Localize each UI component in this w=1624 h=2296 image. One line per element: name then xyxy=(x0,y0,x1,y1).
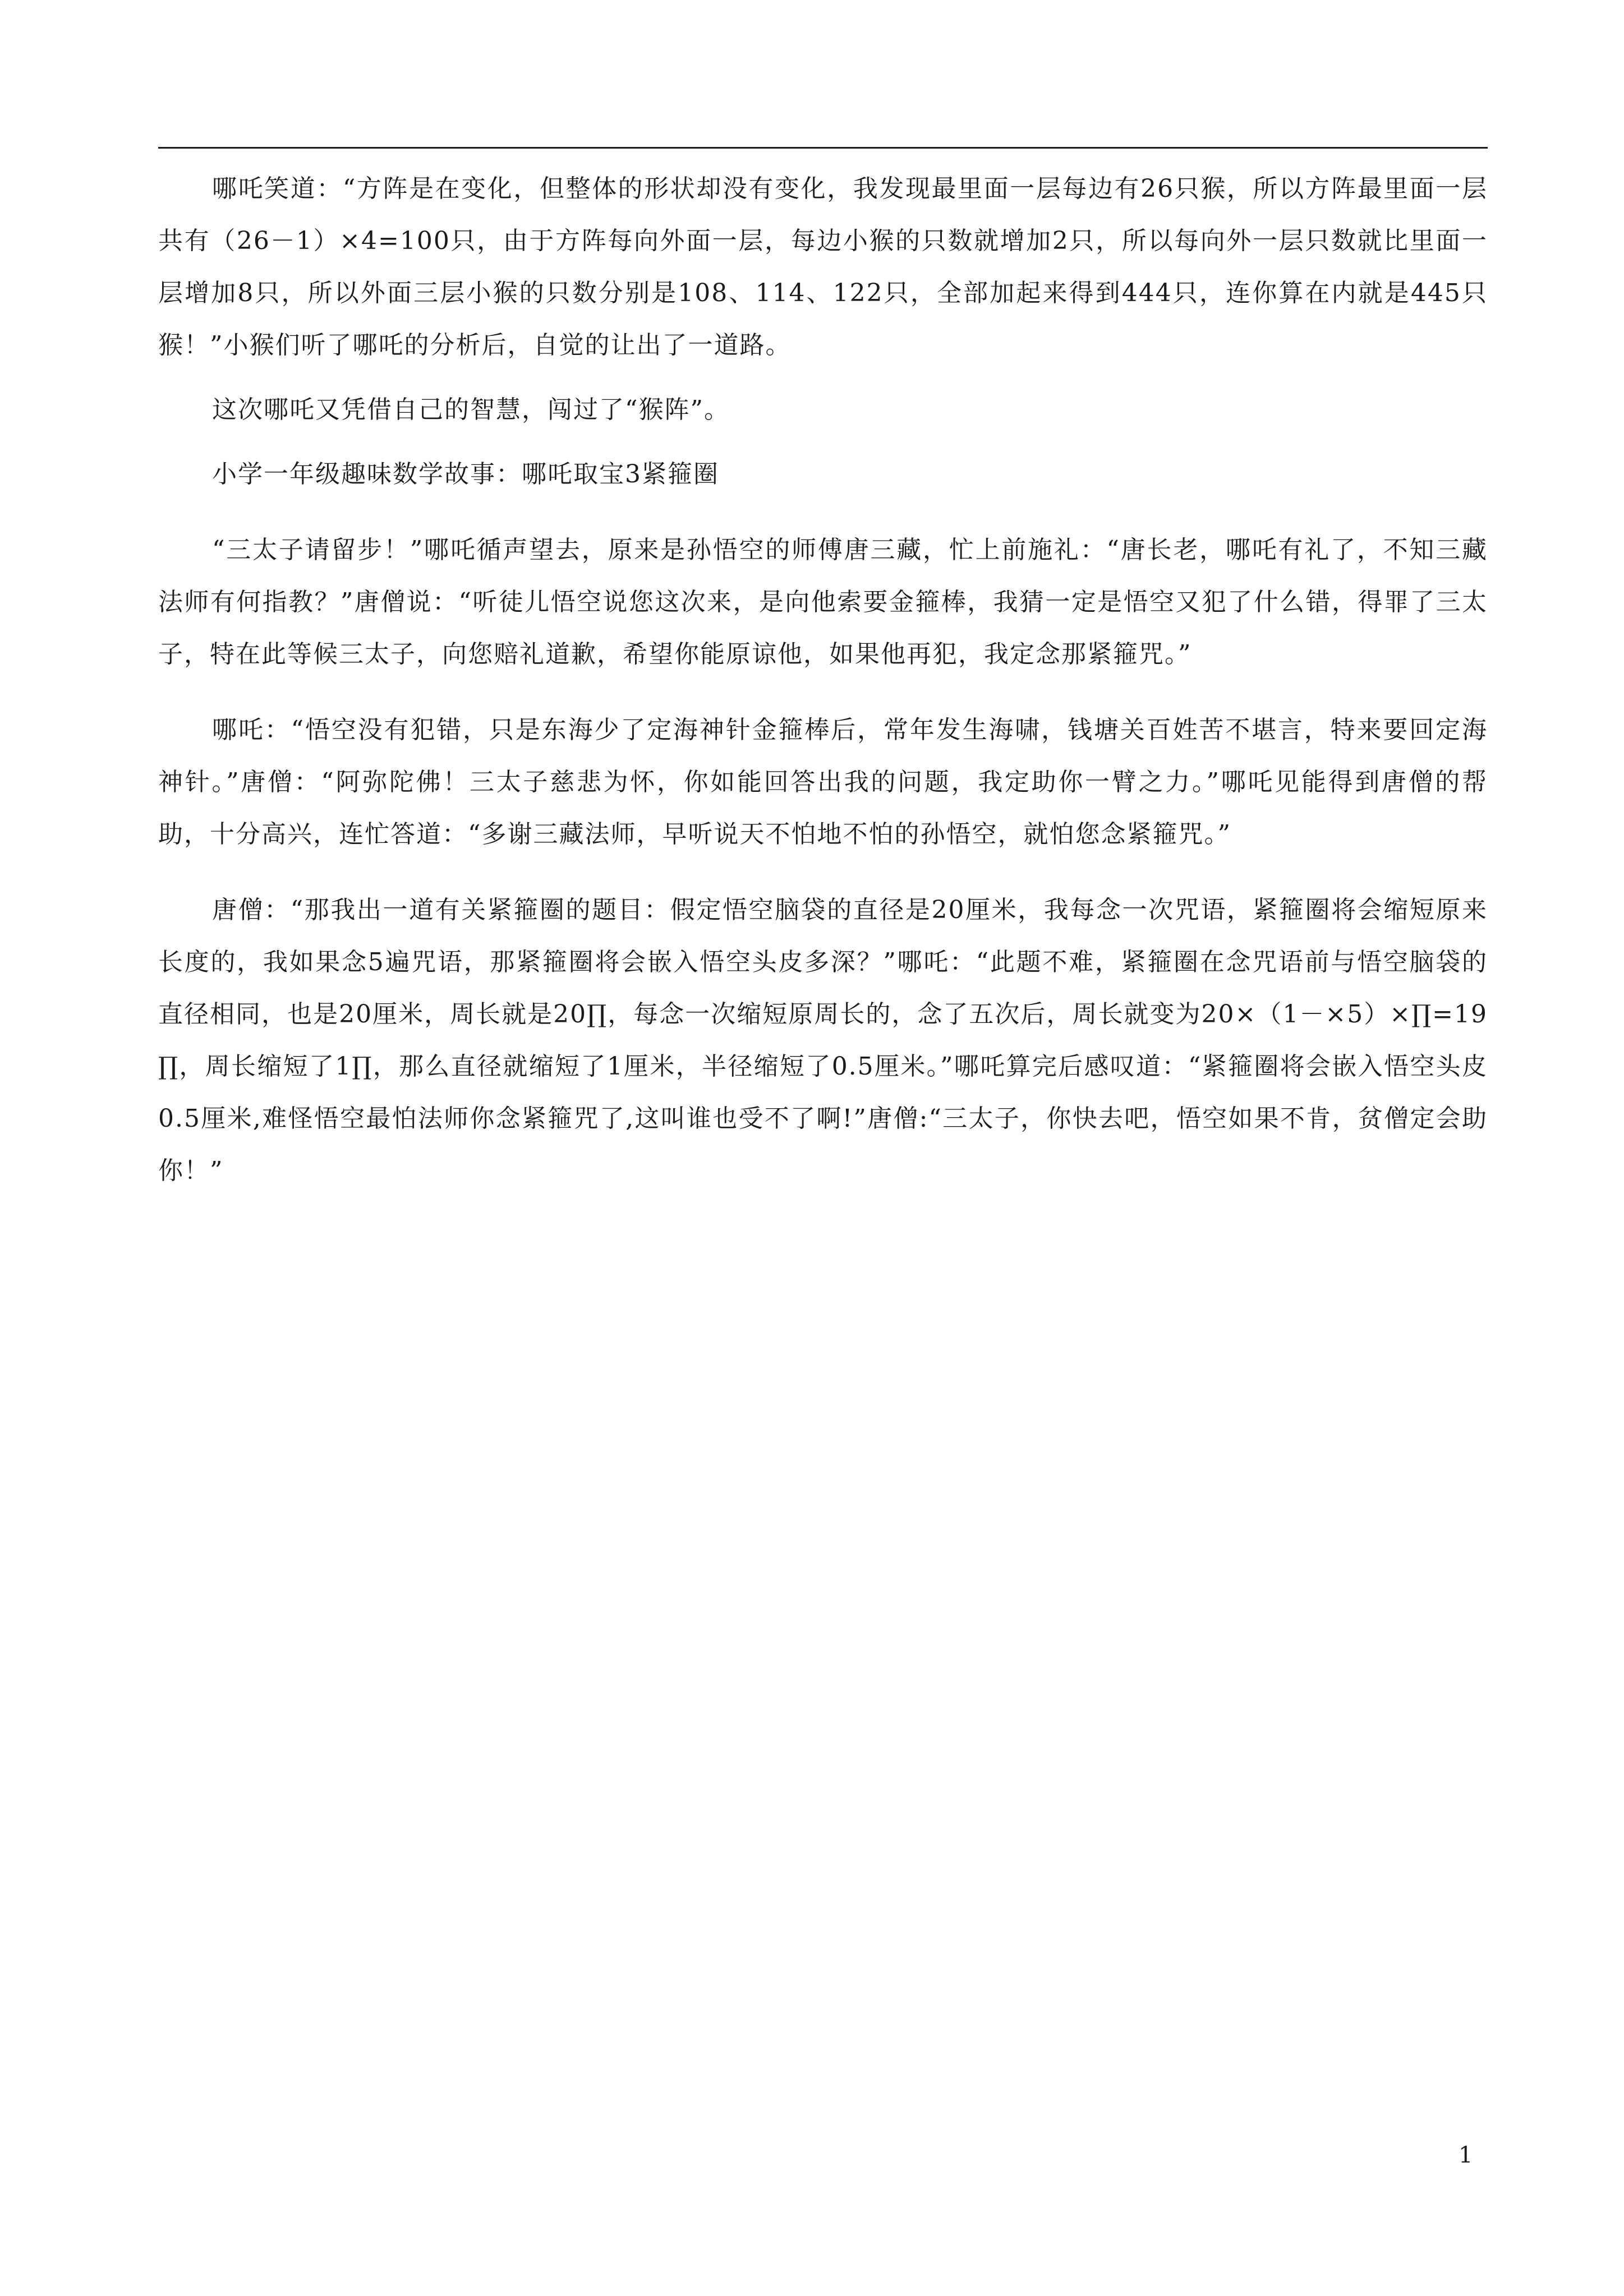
header-rule xyxy=(158,147,1488,149)
paragraph-headband-puzzle: 唐僧：“那我出一道有关紧箍圈的题目：假定悟空脑袋的直径是20厘米，我每念一次咒语，紧箍圈将会缩短原来长度的，我如果念5遍咒语，那紧箍圈将会嵌入悟空头皮多深？”哪吒：“此题不难，紧箍圈在念咒语前与悟空脑袋的直径相同，也是20厘米，周长就是20∏，每念一次缩短原周长的，念了五次后，周长就变为20×（1－×5）×∏=19∏，周长缩短了1∏，那么直径就缩短了1厘米，半径缩短了0.5厘米。”哪吒算完后感叹道：“紧箍圈将会嵌入悟空头皮0.5厘米,难怪悟空最怕法师你念紧箍咒了,这叫谁也受不了啊!”唐僧:“三太子，你快去吧，悟空如果不肯，贫僧定会助你！” xyxy=(158,896,1488,1185)
paragraph-nezha-explains: 哪吒：“悟空没有犯错，只是东海少了定海神针金箍棒后，常年发生海啸，钱塘关百姓苦不堪言，特来要回定海神针。”唐僧：“阿弥陀佛！三太子慈悲为怀，你如能回答出我的问题，我定助你一臂之力。”哪吒见能得到唐僧的帮助，十分高兴，连忙答道：“多谢三藏法师，早听说天不怕地不怕的孙悟空，就怕您念紧箍咒。” xyxy=(158,716,1488,849)
page-number: 1 xyxy=(1459,2142,1473,2168)
paragraph-monkey-formation-answer: 哪吒笑道：“方阵是在变化，但整体的形状却没有变化，我发现最里面一层每边有26只猴，所以方阵最里面一层共有（26－1）×4=100只，由于方阵每向外面一层，每边小猴的只数就增加2只，所以每向外一层只数就比里面一层增加8只，所以外面三层小猴的只数分别是108、114、122只，全部加起来得到444只，连你算在内就是445只猴！”小猴们听了哪吒的分析后，自觉的让出了一道路。 xyxy=(158,174,1488,359)
document-body xyxy=(158,163,1488,1197)
paragraph-monkey-formation-passed: 这次哪吒又凭借自己的智慧，闯过了“猴阵”。 xyxy=(212,395,730,424)
paragraph-tang-seng-greeting: “三太子请留步！”哪吒循声望去，原来是孙悟空的师傅唐三藏，忙上前施礼：“唐长老，哪吒有礼了，不知三藏法师有何指教？”唐僧说：“听徒儿悟空说您这次来，是向他索要金箍棒，我猜一定是悟空又犯了什么错，得罪了三太子，特在此等候三太子，向您赔礼道歉，希望你能原谅他，如果他再犯，我定念那紧箍咒。” xyxy=(158,536,1488,668)
story-title: 小学一年级趣味数学故事：哪吒取宝3紧箍圈 xyxy=(212,460,719,488)
